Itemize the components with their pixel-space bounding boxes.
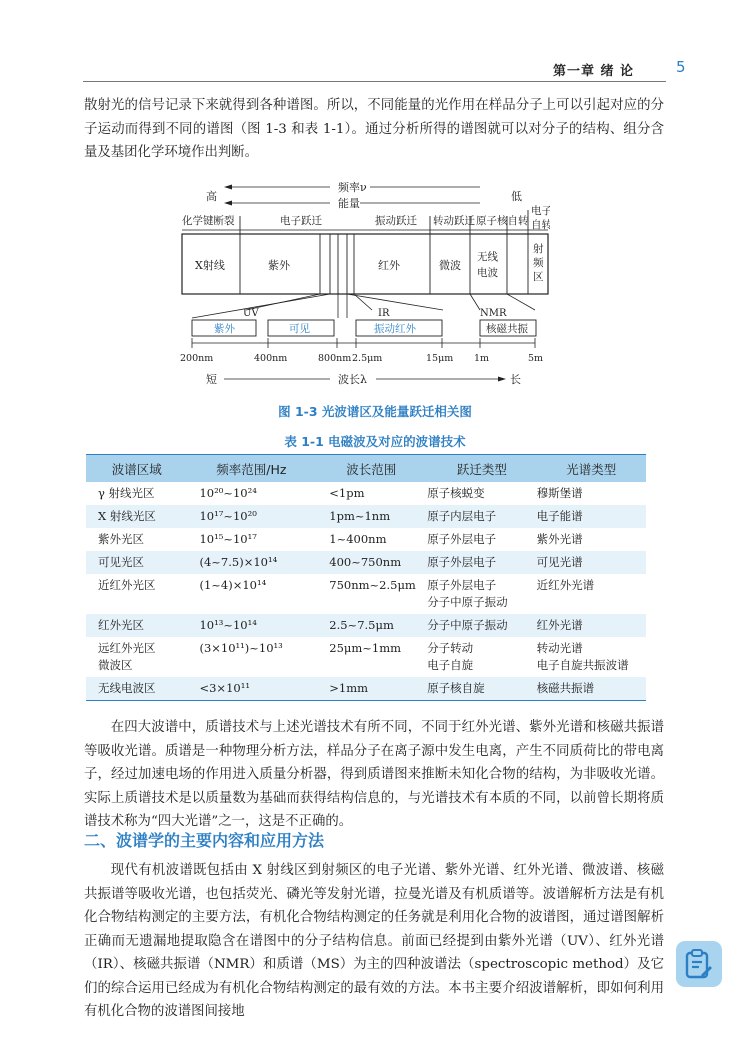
- table-row: [86, 528, 646, 551]
- cell-wavelength: 750nm~2.5μm: [329, 578, 416, 592]
- long-label: 长: [510, 373, 521, 386]
- cell-transition-line: 原子外层电子: [427, 532, 497, 546]
- paragraph-mass-spec: 在四大波谱中，质谱技术与上述光谱技术有所不同，不同于红外光谱、紫外光谱和核磁共振谱等吸收光谱。质谱是一种物理分析方法，样品分子在离子源中发生电离，产生不同质荷比的带电离子，经过加速电场的作用进入质量分析器，得到质谱图来推断未知化合物的结构，为非吸收光谱。实际上质谱技术是以质量数为基础而获得结构信息的，与光谱技术有本质的不同，以前曾长期将质谱技术称为“四大光谱”之一，这是不正确的。: [84, 720, 664, 829]
- energy-label: 能量: [338, 197, 360, 210]
- cell-region: [86, 574, 187, 614]
- cell-spectrum-type-line: 可见光谱: [536, 555, 583, 569]
- box-visible: 可见: [289, 323, 310, 335]
- cell-region-line: 可见光区: [98, 555, 144, 569]
- zoom-nmr-label: NMR: [480, 308, 507, 319]
- cell-transition-line: 分子中原子振动: [427, 595, 508, 609]
- region-ir: 红外: [378, 259, 400, 272]
- spectrum-diagram: [180, 180, 550, 395]
- tick-400nm: 400nm: [254, 353, 288, 364]
- region-xray: X射线: [195, 259, 225, 272]
- cell-frequency: (4~7.5)×10¹⁴: [187, 551, 315, 574]
- cell-spectrum-type: [537, 482, 646, 505]
- cell-transition-line: 原子外层电子: [427, 555, 497, 569]
- cell-spectrum-type: [537, 551, 646, 574]
- trans-nuclear-spin: 原子核自转: [476, 215, 529, 227]
- spectrum-diagram-svg: [180, 180, 550, 395]
- cell-frequency: (3×10¹¹)~10¹³: [199, 641, 283, 655]
- wavelength-label: 波长λ: [338, 373, 367, 386]
- region-radio-2: 电波: [477, 267, 498, 279]
- cell-transition: [427, 637, 536, 677]
- region-uv: 紫外: [268, 259, 290, 272]
- cell-frequency: 10¹⁷~10²⁰: [187, 505, 315, 528]
- page-number: 5: [676, 58, 686, 76]
- box-nmr: 核磁共振: [486, 323, 528, 335]
- cell-frequency: 10¹³~10¹⁴: [187, 614, 315, 637]
- page-header: [0, 0, 750, 86]
- high-label: 高: [206, 190, 217, 203]
- tick-5m: 5m: [528, 353, 544, 364]
- cell-spectrum-type-line: 电子能谱: [536, 509, 583, 523]
- th-wavelength: 波长范围: [315, 455, 427, 483]
- table-row: [86, 677, 646, 701]
- cell-transition: [427, 528, 536, 551]
- cell-region: [86, 505, 187, 528]
- cell-frequency: 10¹⁵~10¹⁷: [199, 532, 257, 546]
- table-row: [86, 637, 646, 677]
- cell-spectrum-type-line: 近红外光谱: [536, 578, 595, 592]
- cell-transition: [427, 482, 536, 505]
- cell-wavelength: 1~400nm: [329, 532, 387, 546]
- short-label: 短: [206, 373, 217, 386]
- cell-region: [86, 637, 187, 677]
- region-rf-3: 区: [533, 271, 544, 283]
- zoom-uv-label: UV: [243, 308, 259, 319]
- cell-transition-line: 分子中原子振动: [427, 618, 508, 632]
- region-rf-2: 频: [533, 257, 544, 269]
- cell-region: [86, 528, 187, 551]
- low-label: 低: [511, 190, 522, 203]
- table-row: [86, 551, 646, 574]
- cell-transition: [427, 551, 536, 574]
- cell-region-line: 红外光区: [98, 618, 144, 632]
- freq-label: 频率ν: [338, 181, 367, 194]
- section-title: 二、波谱学的主要内容和应用方法: [84, 831, 325, 850]
- cell-transition: [427, 677, 536, 701]
- cell-wavelength: <1pm: [329, 486, 365, 500]
- cell-wavelength: 2.5~7.5μm: [315, 614, 427, 637]
- cell-spectrum-type-line: 电子自旋共振波谱: [536, 658, 629, 672]
- th-frequency: 频率范围/Hz: [187, 455, 315, 483]
- cell-wavelength: 1pm~1nm: [315, 505, 427, 528]
- cell-region-line: 远红外光区: [98, 641, 156, 655]
- table-row: [86, 574, 646, 614]
- cell-transition: [427, 574, 536, 614]
- cell-spectrum-type-line: 红外光谱: [536, 618, 583, 632]
- tick-1m: 1m: [474, 353, 490, 364]
- th-spectrum-type: 光谱类型: [537, 455, 646, 483]
- cell-spectrum-type-line: 紫外光谱: [536, 532, 583, 546]
- region-microwave: 微波: [439, 259, 461, 272]
- cell-region-line: 微波区: [98, 658, 133, 672]
- table-row: [86, 482, 646, 505]
- cell-region-line: 无线电波区: [98, 681, 156, 695]
- box-uv: 紫外: [214, 323, 235, 335]
- box-vib-ir: 振动红外: [374, 323, 416, 335]
- cell-transition-line: 原子核蜕变: [427, 486, 485, 500]
- notes-icon: [685, 949, 713, 979]
- cell-spectrum-type-line: 转动光谱: [536, 641, 583, 655]
- spectrum-table: [86, 454, 646, 701]
- th-region: 波谱区域: [86, 455, 187, 483]
- trans-electronic: 电子跃迁: [280, 215, 322, 227]
- region-radio-1: 无线: [477, 251, 498, 263]
- cell-region-line: 近红外光区: [98, 578, 156, 592]
- cell-spectrum-type: [537, 637, 646, 677]
- table-row: [86, 614, 646, 637]
- cell-spectrum-type-line: 穆斯堡谱: [536, 486, 583, 500]
- paragraph-methods: 现代有机波谱既包括由 X 射线区到射频区的电子光谱、紫外光谱、红外光谱、微波谱、核磁共振谱等吸收光谱，也包括荧光、磷光等发射光谱，拉曼光谱及有机质谱等。波谱解析方法是有机化合物结构测定的主要方法，有机化合物结构测定的任务就是利用化合物的波谱图，通过谱图解析正确而无遗漏地提取隐含在谱图中的分子结构信息。前面已经提到由紫外光谱（UV）、红外光谱（IR）、核磁共振谱（NMR）和质谱（MS）为主的四种波谱法（spectroscopic method）及它们的综合运用已经成为有机化合物结构测定的最有效的方法。本书主要介绍波谱解析，即如何利用有机化合物的波谱图间接地: [84, 863, 664, 1019]
- spectrum-bar: [182, 234, 548, 294]
- trans-vibration: 振动跃迁: [375, 215, 417, 227]
- header-rule: [83, 81, 666, 82]
- cell-wavelength: 25μm~1mm: [329, 641, 402, 655]
- cell-spectrum-type: [537, 677, 646, 701]
- cell-wavelength: >1mm: [315, 677, 427, 701]
- cell-region: [86, 551, 187, 574]
- cell-transition-line: 原子内层电子: [427, 509, 497, 523]
- cell-transition: [427, 614, 536, 637]
- tick-200nm: 200nm: [180, 353, 214, 364]
- cell-wavelength: 400~750nm: [315, 551, 427, 574]
- cell-spectrum-type: [537, 614, 646, 637]
- trans-electron: 电子: [531, 205, 550, 217]
- cell-spectrum-type: [537, 574, 646, 614]
- cell-region-line: X 射线光区: [98, 509, 156, 523]
- cell-spectrum-type-line: 核磁共振谱: [536, 681, 595, 695]
- cell-transition-line: 分子转动: [427, 641, 474, 655]
- cell-frequency: 10²⁰~10²⁴: [199, 486, 257, 500]
- table-header-row: [86, 455, 646, 483]
- trans-rotation: 转动跃迁: [433, 215, 475, 227]
- table-row: [86, 505, 646, 528]
- region-rf-1: 射: [533, 243, 544, 255]
- cell-frequency: (1~4)×10¹⁴: [199, 578, 267, 592]
- cell-spectrum-type: [537, 528, 646, 551]
- trans-spin: 自转: [531, 219, 550, 231]
- cell-region-line: 紫外光区: [98, 532, 144, 546]
- cell-transition-line: 电子自旋: [427, 658, 474, 672]
- cell-frequency: <3×10¹¹: [187, 677, 315, 701]
- figure-caption: 图 1-3 光波谱区及能量跃迁相关图: [278, 404, 472, 419]
- cell-transition-line: 原子外层电子: [427, 578, 497, 592]
- cell-spectrum-type: [537, 505, 646, 528]
- cell-region-line: γ 射线光区: [98, 486, 155, 500]
- th-transition: 跃迁类型: [427, 455, 536, 483]
- cell-transition: [427, 505, 536, 528]
- notes-button[interactable]: [676, 941, 722, 987]
- zoom-ir-label: IR: [378, 308, 390, 319]
- tick-2_5um: 2.5μm: [352, 353, 383, 364]
- cell-region: [86, 614, 187, 637]
- tick-15um: 15μm: [426, 353, 454, 364]
- trans-bond-break: 化学键断裂: [182, 215, 235, 227]
- chapter-title: 第一章 绪 论: [553, 64, 635, 79]
- cell-transition-line: 原子核自旋: [427, 681, 485, 695]
- cell-region: [86, 677, 187, 701]
- cell-region: [86, 482, 187, 505]
- tick-800nm: 800nm: [318, 353, 352, 364]
- paragraph-intro: 散射光的信号记录下来就得到各种谱图。所以，不同能量的光作用在样品分子上可以引起对应的分子运动而得到不同的谱图（图 1-3 和表 1-1）。通过分析所得的谱图就可以对分子的结构、组分含量及基团化学环境作出判断。: [84, 98, 664, 160]
- table-caption: 表 1-1 电磁波及对应的波谱技术: [284, 434, 466, 449]
